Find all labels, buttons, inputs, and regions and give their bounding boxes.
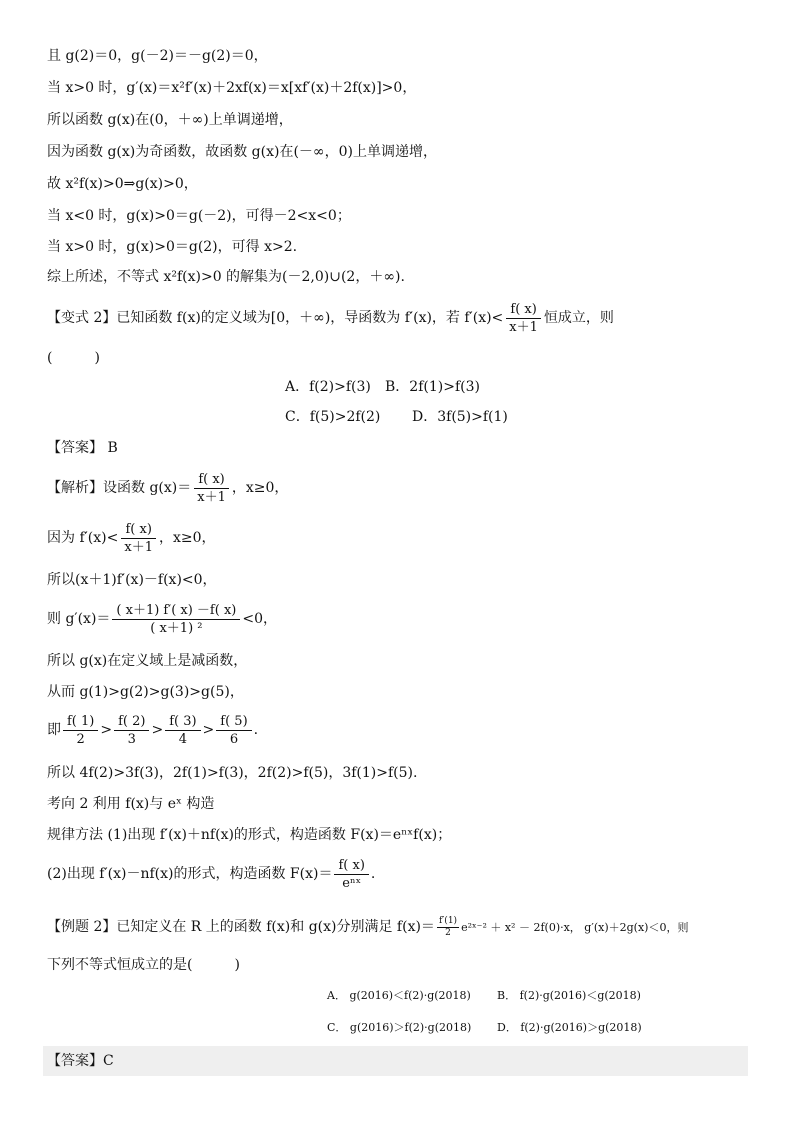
option-c: C．f(5)>2f(2) — [285, 409, 381, 425]
fraction-numerator: ( x＋1) f′( x) －f( x) — [112, 602, 240, 620]
text-segment: 则 g′(x)＝ — [47, 611, 111, 627]
gt-sign: > — [151, 722, 164, 738]
fraction-denominator: ( x＋1) ² — [150, 620, 203, 636]
fraction-numerator: f( x) — [194, 471, 228, 489]
fraction — [437, 916, 459, 939]
fraction-numerator: f( 2) — [114, 713, 149, 731]
text-line: 综上所述，不等式 x²f(x)>0 的解集为(－2,0)∪(2，＋∞). — [47, 269, 405, 285]
text-line: 当 x<0 时，g(x)>0＝g(－2)，可得－2<x<0； — [47, 208, 351, 224]
text-line: 所以 4f(2)>3f(3)，2f(1)>f(3)，2f(2)>f(5)，3f(1)>f(5). — [47, 765, 418, 781]
fraction — [165, 713, 200, 748]
text-line: 故 x²f(x)>0⇒g(x)>0， — [47, 176, 198, 192]
fraction-denominator: 4 — [178, 731, 187, 747]
option-c: C． g(2016)＞f(2)·g(2018) — [327, 1021, 472, 1034]
text-line — [47, 856, 375, 892]
fraction-denominator: 2 — [445, 927, 451, 938]
text-segment: 即 — [47, 722, 61, 738]
option-a: A． g(2016)＜f(2)·g(2018) — [327, 989, 471, 1002]
text-segment: 因为 f′(x)< — [47, 530, 119, 546]
fraction — [334, 857, 368, 892]
text-line: 因为函数 g(x)为奇函数，故函数 g(x)在(－∞，0)上单调递增， — [47, 144, 437, 160]
option-b: B．2f(1)>f(3) — [385, 379, 480, 395]
fraction-denominator: 3 — [127, 731, 136, 747]
option-b: B． f(2)·g(2016)＜g(2018) — [497, 989, 641, 1002]
answer-highlight — [43, 1046, 748, 1076]
fraction-numerator: f′(1) — [438, 915, 458, 926]
analysis-text: 【解析】设函数 g(x)＝ — [47, 480, 192, 496]
fraction — [193, 471, 230, 506]
fraction-denominator: eⁿˣ — [342, 875, 362, 891]
answer-label: 【答案】C — [47, 1053, 114, 1069]
fraction-denominator: 6 — [229, 731, 239, 747]
fraction-numerator: f( x) — [334, 857, 368, 875]
fraction-numerator: f( 1) — [63, 713, 98, 731]
answer-label: 【答案】 B — [47, 440, 118, 456]
variant-2-question — [47, 300, 614, 336]
fraction — [114, 713, 149, 748]
option-a: A．f(2)>f(3) — [285, 379, 371, 395]
fraction-numerator: f( 3) — [165, 713, 200, 731]
fraction-denominator: x＋1 — [197, 489, 226, 505]
text-line: 当 x>0 时，g(x)>0＝g(2)，可得 x>2. — [47, 239, 298, 255]
text-segment: 【例题 2】已知定义在 R 上的函数 f(x)和 g(x)分别满足 f(x)＝ — [47, 919, 435, 935]
section-heading: 考向 2 利用 f(x)与 eˣ 构造 — [47, 796, 215, 812]
analysis-line — [47, 470, 288, 506]
fraction — [63, 713, 98, 748]
text-segment: ，x≥0， — [158, 530, 216, 546]
analysis-text-end: ，x≥0， — [231, 480, 289, 496]
fraction-denominator: 2 — [76, 731, 85, 747]
fraction-denominator: x＋1 — [124, 539, 153, 555]
text-line: 规律方法 (1)出现 f′(x)＋nf(x)的形式，构造函数 F(x)＝eⁿˣf(x)； — [47, 827, 452, 843]
text-segment: . — [253, 722, 259, 738]
text-line: 下列不等式恒成立的是( ) — [47, 957, 240, 973]
fraction-numerator: f( x) — [506, 301, 540, 319]
fraction-numerator: f( x) — [121, 521, 155, 539]
text-line: 当 x>0 时，g′(x)＝x²f′(x)＋2xf(x)＝x[xf′(x)＋2f(x)]>0， — [47, 80, 417, 96]
option-d: D． f(2)·g(2016)＞g(2018) — [497, 1021, 642, 1034]
text-line: 从而 g(1)>g(2)>g(3)>g(5)， — [47, 684, 244, 700]
answer-paren: ( ) — [47, 350, 100, 366]
example-2-question — [47, 912, 688, 943]
text-segment: (2)出现 f′(x)－nf(x)的形式，构造函数 F(x)＝ — [47, 866, 333, 882]
text-segment: <0， — [242, 611, 277, 627]
fraction — [112, 602, 240, 637]
gt-sign: > — [202, 722, 215, 738]
text-line — [47, 712, 258, 748]
text-segment: . — [370, 866, 376, 882]
fraction-numerator: f( 5) — [216, 713, 251, 731]
text-line: 所以函数 g(x)在(0，＋∞)上单调递增， — [47, 112, 293, 128]
variant-2-text-end: 恒成立，则 — [543, 310, 614, 326]
variant-2-text: 【变式 2】已知函数 f(x)的定义域为[0，＋∞)，导函数为 f′(x)，若 f′(x)< — [47, 310, 504, 326]
text-line — [47, 601, 277, 637]
text-line: 所以 g(x)在定义域上是减函数， — [47, 653, 248, 669]
fraction — [216, 713, 251, 748]
fraction-denominator: x＋1 — [509, 319, 538, 335]
text-line — [47, 520, 216, 556]
fraction — [120, 521, 157, 556]
gt-sign: > — [100, 722, 113, 738]
option-d: D．3f(5)>f(1) — [412, 409, 508, 425]
text-segment: e²ˣ⁻² ＋ x² － 2f(0)·x， g′(x)＋2g(x)＜0，则 — [461, 921, 689, 934]
text-line: 所以(x＋1)f′(x)－f(x)<0， — [47, 572, 217, 588]
fraction — [505, 301, 542, 336]
text-line: 且 g(2)＝0，g(－2)＝－g(2)＝0， — [47, 48, 268, 64]
